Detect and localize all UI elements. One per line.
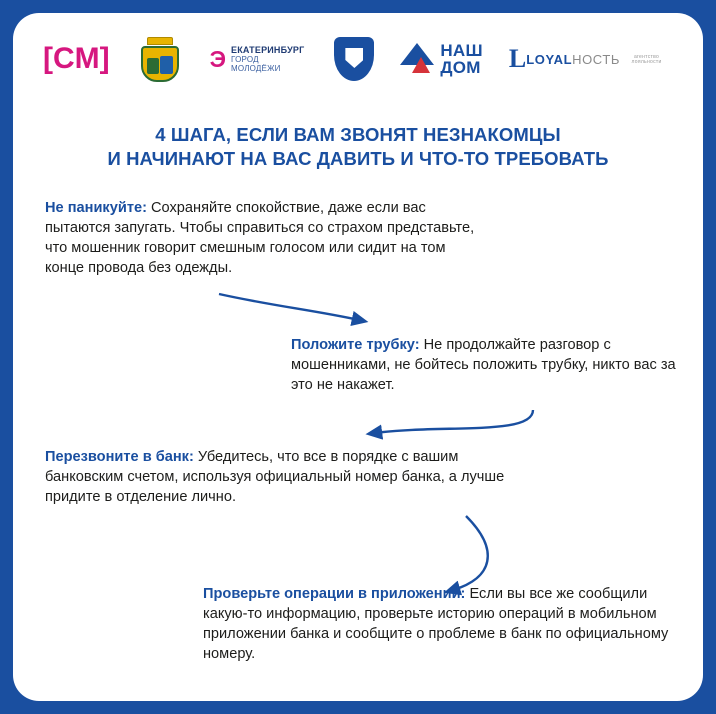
nash-dom-text (440, 42, 483, 77)
ekb-logo-text (231, 45, 308, 74)
step-1 (45, 198, 475, 279)
loyalnost-name-grey: НОСТЬ (572, 52, 621, 68)
step-2-text: Не продолжайте разговор с мошенниками, не бойтесь положить трубку, никто вас за это не накажет. (291, 336, 676, 394)
step-4-lead: Проверьте операции в приложении: (203, 585, 466, 602)
step-4-text: Если вы все же сообщили какую-то информацию, проверьте историю операций в мобильном приложении банка и сообщите о проблеме в банк по официальному номеру. (203, 585, 669, 663)
page-title (53, 123, 663, 172)
cm-logo-text: [CM] (43, 42, 110, 75)
crown-icon (147, 37, 173, 45)
ekaterinburg-coat-of-arms (136, 37, 184, 82)
nash-dom-line2: ДОМ (440, 58, 481, 77)
loyalnost-name-dark: LOYAL (526, 52, 573, 68)
logo-bar (13, 13, 703, 105)
step-3-text: Убедитесь, что все в порядке с вашим банковским счетом, используя официальный номер банка, а лучше придите в отделение лично. (45, 448, 505, 506)
cm-logo (43, 44, 110, 74)
step-2-lead: Положите трубку: (291, 336, 420, 353)
arrow-step1-to-step2 (219, 294, 359, 320)
loyalnost-name (526, 53, 620, 66)
shield-icon (141, 46, 179, 82)
step-3 (45, 447, 515, 507)
arrow-step3-to-step4 (453, 516, 488, 590)
nash-dom-logo (400, 42, 483, 77)
step-1-text: Сохраняйте спокойствие, даже если вас пытаются запугать. Чтобы справиться со страхом представьте, что мошенник говорит смешным голосом или сидит на том конце провода без одежды. (45, 199, 475, 277)
loyalnost-mark-icon: L (508, 44, 527, 74)
ekb-logo-line1: ЕКАТЕРИНБУРГ (231, 44, 305, 55)
poster-card (13, 13, 703, 701)
page-title-line2: И НАЧИНАЮТ НА ВАС ДАВИТЬ И ЧТО-ТО ТРЕБОВАТЬ (107, 148, 609, 170)
loyalnost-subtitle: агентство лояльности (631, 53, 662, 65)
roof-red-shape (412, 57, 430, 73)
ekaterinburg-youth-city-logo (210, 45, 309, 74)
nash-dom-roof-icon (400, 43, 434, 75)
step-3-lead: Перезвоните в банк: (45, 448, 194, 465)
step-2 (291, 335, 691, 395)
arrow-step2-to-step3 (375, 410, 533, 433)
badge-shield-icon (334, 37, 374, 81)
page-title-line1: 4 ШАГА, ЕСЛИ ВАМ ЗВОНЯТ НЕЗНАКОМЦЫ (155, 124, 561, 145)
step-1-lead: Не паникуйте: (45, 199, 147, 216)
ekb-logo-line2: ГОРОД МОЛОДЁЖИ (231, 54, 281, 74)
nash-dom-line1: НАШ (440, 40, 483, 60)
coat-of-arms-icon (136, 37, 184, 82)
shield-badge-logo (334, 37, 374, 81)
loyalnost-logo (508, 44, 673, 74)
ekb-mark-icon: Э (209, 45, 227, 72)
step-4 (203, 584, 683, 665)
